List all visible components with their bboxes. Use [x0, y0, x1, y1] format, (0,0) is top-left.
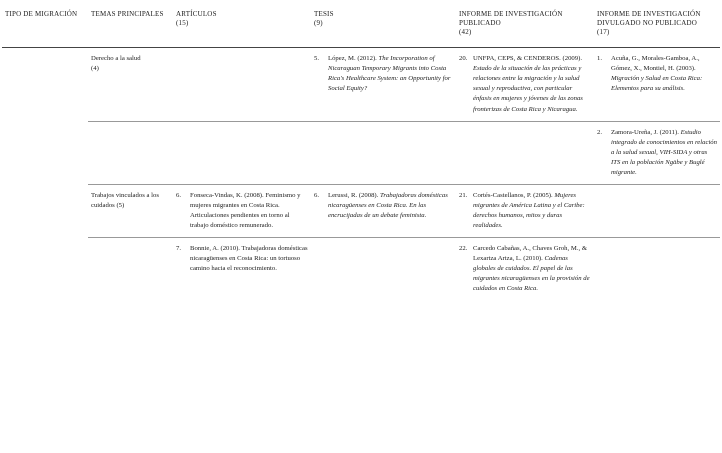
header-no-publicado-count: (17)	[597, 28, 610, 37]
articulos-cell	[173, 121, 311, 184]
reference-entry: 20. UNFPA, CEPS, & CENDEROS. (2009). Estado de la situación de las prácticas y relaciones entre la migración y la salud sexual y reproductiva, con particular énfasis en mujeres y jóvenes de las zonas fronterizas de Costa Rica y Nicaragua.	[459, 55, 583, 113]
tipo-migracion-cell	[2, 48, 88, 300]
tema-count: (4)	[91, 65, 99, 73]
reference-entry: 6. Lerussi, R. (2008). Trabajadoras domésticas nicaragüenses en Costa Rica. En las encrucijadas de un debate feminista.	[314, 191, 448, 219]
reference-entry: 5. López, M. (2012). The Incorporation of Nicaraguan Temporary Migrants into Costa Rica's Healthcare System: an Opportunity for Social Equity?	[314, 55, 451, 93]
no-publicado-cell	[594, 184, 720, 237]
reference-entry: 1. Acuña, G., Morales-Gamboa, A., Gómez, X., Montiel, H. (2003). Migración y Salud en Costa Rica: Elementos para su análisis.	[597, 55, 703, 93]
tesis-cell	[311, 237, 456, 300]
tema-count: (5)	[116, 201, 125, 209]
bibliography-table	[2, 4, 720, 300]
publicado-cell	[456, 184, 594, 237]
table-row	[2, 237, 720, 300]
articulos-cell	[173, 237, 311, 300]
tesis-cell	[311, 121, 456, 184]
publicado-cell	[456, 48, 594, 121]
tema-cell: Derecho a la salud (4)	[88, 48, 173, 121]
reference-entry: 2. Zamora-Ureña, J. (2011). Estudio integrado de conocimientos en relación a la salud sexual, VIH-SIDA y otras ITS en la población Ngäbe y Buglé migrante.	[597, 128, 717, 176]
header-articulos: ARTÍCULOS (15)	[173, 4, 311, 48]
reference-entry: 22. Carcedo Cabañas, A., Chaves Groh, M., & Lexartza Artza, L. (2010). Cadenas globales de cuidados. El papel de las migrantes nicaragüenses en la provisión de cuidados en Costa Rica.	[459, 244, 590, 293]
table-row	[2, 48, 720, 121]
header-tipo: TIPO DE MIGRACIÓN	[5, 10, 78, 18]
articulos-cell	[173, 48, 311, 121]
publicado-cell	[456, 121, 594, 184]
articulos-cell	[173, 184, 311, 237]
tema-cell	[88, 237, 173, 300]
header-publicado-count: (42)	[459, 28, 472, 37]
tesis-cell	[311, 184, 456, 237]
table-row	[2, 121, 720, 184]
no-publicado-cell	[594, 121, 720, 184]
reference-entry: 7. Bonnie, A. (2010). Trabajadoras domésticas nicaragüenses en Costa Rica: un tortuoso camino hacia el reconocimiento.	[176, 244, 308, 273]
header-articulos-count: (15)	[176, 19, 189, 28]
header-no-publicado: INFORME DE INVESTIGACIÓN DIVULGADO NO PUBLICADO (17)	[594, 4, 720, 48]
tema-cell: Trabajos vinculados a los cuidados (5)	[91, 191, 159, 209]
header-row	[2, 4, 720, 48]
no-publicado-cell	[594, 48, 720, 121]
tema-cell	[88, 121, 173, 184]
header-tesis-count: (9)	[314, 19, 323, 28]
reference-entry: 6. Fonseca-Vindas, K. (2008). Feminismo y mujeres migrantes en Costa Rica. Articulaciones pendientes en torno al trabajo doméstico remunerado.	[176, 191, 301, 229]
table-row	[2, 184, 720, 237]
header-tesis: TESIS (9)	[311, 4, 456, 48]
no-publicado-cell	[594, 237, 720, 300]
publicado-cell	[456, 237, 594, 300]
tesis-cell	[311, 48, 456, 121]
reference-entry: 21. Cortés-Castellanos, P. (2005). Mujeres migrantes de América Latina y el Caribe: derechos humanos, mitos y duras realidades.	[459, 191, 585, 229]
header-publicado: INFORME DE INVESTIGACIÓN PUBLICADO (42)	[456, 4, 594, 48]
header-temas: TEMAS PRINCIPALES	[91, 10, 164, 18]
